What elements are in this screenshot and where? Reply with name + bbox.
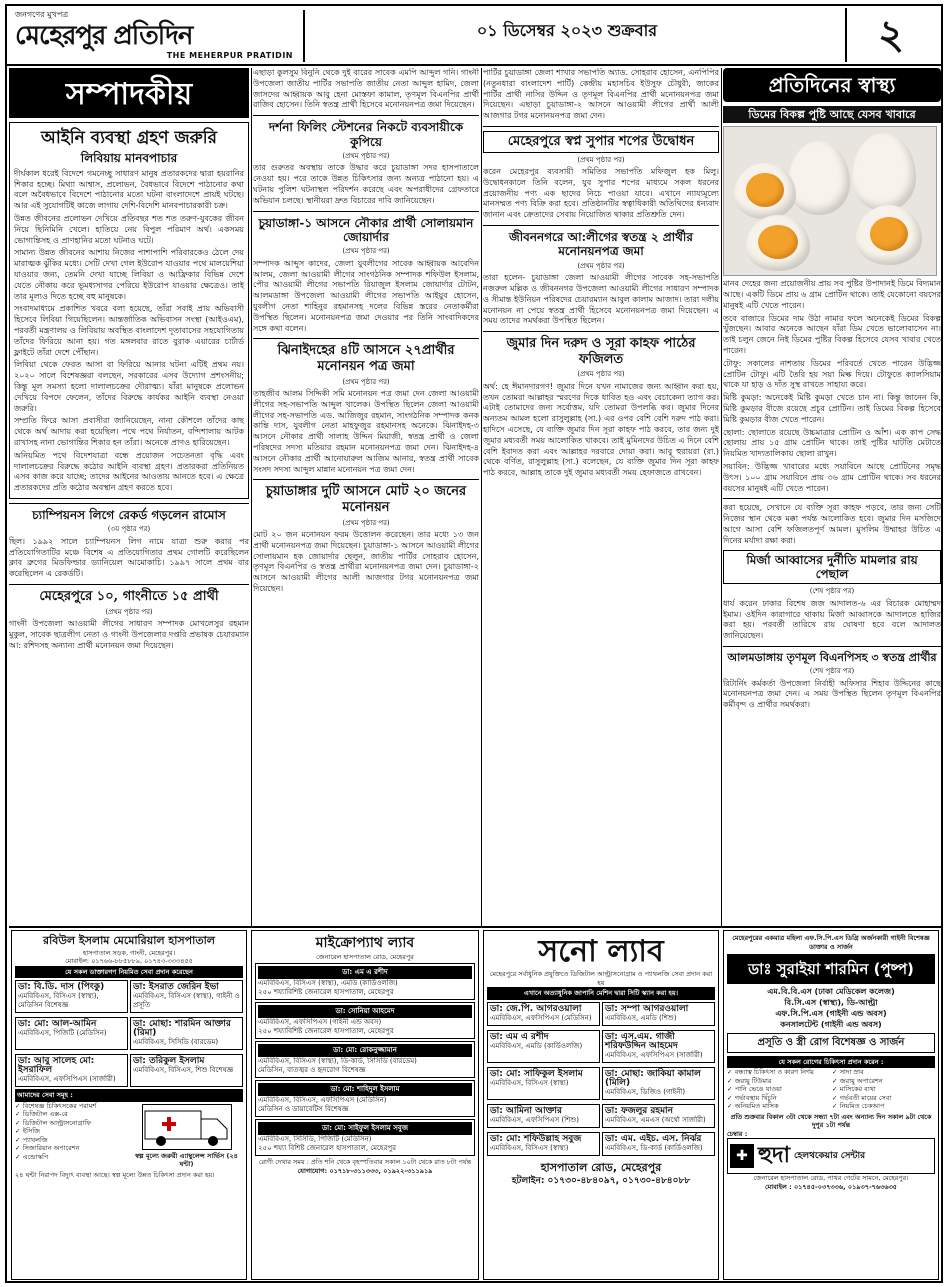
news-byline: (৩য় পৃষ্ঠার পর)	[107, 525, 151, 534]
column-divider	[251, 68, 252, 928]
doctor-card	[130, 1054, 243, 1087]
divider	[483, 331, 719, 332]
news-item	[9, 508, 249, 580]
news-headline: জীবননগরে আ:লীগের স্বতন্ত্র ২ প্রার্থীর মনোনয়নপত্র জমা	[509, 230, 693, 259]
doctor-name: ডাঃ সুরাইয়া শারমিন (পুষ্প)	[727, 954, 935, 984]
hospital-cross-icon: ✚	[730, 1144, 754, 1168]
health-paragraph: সয়াবিন: উদ্ভিজ্জ খাবারের মধ্যে সয়াবিনে আছে প্রোটিনের সমৃদ্ধ উৎস। ১০০ গ্রাম সয়াবিনে প্রায় ৩৬ গ্রাম প্রোটিন থাকে। সব ধরনের বয়সের মানুষই এটি খেতে পারেন।	[723, 461, 941, 493]
news-byline: (প্রথম পৃষ্ঠার পর)	[342, 518, 390, 527]
doctor-name: ডা: আবু সালেহ মো: ইসরাফিল	[18, 1056, 95, 1076]
doctor-name: ডা: মো: সাইফুল ইসলাম সবুজ	[258, 1122, 472, 1135]
news-text: মোট ২০ জন মনোনয়ন ফরম উত্তোলন করেছেন। তার মধ্যে ১৩ জন প্রার্থী মনোনয়নপত্র জমা দিয়েছেন। চুয়াডাঙ্গা-১ আসনে আওয়ামী লীগের সোলায়মান হক জোয়ার্দার ছেলুন, জাতীয় পার্টির সোহরাব হোসেন, তৃণমূল বিএনপির ও স্বতন্ত্র প্রার্থীরা মনোনয়নপত্র জমা দেন। চুয়াডাঙ্গা-২ আসনে আওয়ামী লীগের আলী আজগার টগর মনোনয়নপত্র জমা দিয়েছেন।	[253, 530, 479, 593]
news-byline: (প্রথম পৃষ্ঠার পর)	[342, 247, 390, 256]
chamber-label: চেম্বার :	[727, 1129, 748, 1138]
doctor-grid	[15, 1052, 243, 1089]
news-item	[9, 589, 249, 651]
doctor-workplace: মেডিসিন, বাতজ্বর ও হৃদরোগ বিশেষজ্ঞ	[258, 1066, 366, 1075]
ad-subtitle: জেনারেল হাসপাতাল রোড, মেহেরপুর	[316, 952, 414, 961]
services-area	[15, 1102, 243, 1169]
doctor-degree: এমবিবিএস, এফসিপিএস (সার্জারী)	[18, 1075, 116, 1084]
news-column-2	[253, 68, 479, 938]
doctor-degree: এমবিবিএস, এফসিপিএস (মেডিসিন)	[490, 1013, 592, 1022]
doctor-card	[15, 980, 128, 1013]
news-byline: (প্রথম পৃষ্ঠার পর)	[342, 151, 390, 160]
column-divider	[721, 68, 722, 928]
doctor-grid	[15, 1015, 243, 1052]
doctor-degree: বি.সি.এস (স্বাস্থ্য), ডি-আল্ট্রা	[784, 998, 878, 1008]
news-text: তারা হলেন- চুয়াডাঙ্গা জেলা আওয়ামী লীগের সাবেক সহ-সভাপতি নজরুল মল্লিক ও জীবননগর উপজেলা আওয়ামী লীগের সাধারণ সম্পাদক ও সীমান্ত ইউনিয়ন পরিষদের চেয়ারম্যান আবুল কালাম আজাদ। তারা দলীয় মনোনয়ন না পেয়ে স্বতন্ত্র প্রার্থী হিসেবে মনোনয়নপত্র জমা দিয়েছেন। এ সময় তাদের সমর্থকরা উপস্থিত ছিলেন।	[483, 273, 719, 326]
service-item: ✓ সিজারিয়ান অপারেশন	[15, 1144, 128, 1153]
service-item: ✓ গর্ভাবস্থায় খিঁচুনি	[727, 1094, 830, 1103]
ambulance-text: স্বল্প মূল্যে জরুরী এ্যাম্বুলেন্স সার্ভিস (২৪ ঘন্টা)	[135, 1151, 238, 1169]
brand-name: মেহেরপুর প্রতিদিন	[15, 20, 193, 51]
doctor-card	[255, 1041, 475, 1078]
doctor-degree: এমবিবিএস, বিসিএস (স্বাস্থ্য), এমডি (কার্ডিওলজি)	[258, 979, 398, 988]
doctor-name: ডা: মোছা: শারমিন আক্তার (রিমা)	[133, 1019, 231, 1039]
editorial-headline: আইনি ব্যবস্থা গ্রহণ জরুরি	[41, 128, 217, 148]
doctor-card	[602, 1030, 715, 1063]
doctor-card	[15, 1054, 128, 1087]
services-area	[727, 1068, 935, 1111]
doctor-degree: এম.বি.বি.এস (ঢাকা মেডিকেল কলেজ)	[767, 987, 895, 997]
masthead	[7, 6, 941, 66]
doctor-degree: এমবিবিএস, এফসিপিএস (শিশু)	[490, 1115, 580, 1124]
health-column	[723, 68, 941, 924]
brand-block	[15, 10, 305, 62]
editorial-paragraph: উন্নত জীবনের প্রলোভন দেখিয়ে প্রতিবছর শত শত তরুণ-যুবকের জীবন নিয়ে ছিনিমিনি খেলে। হাতিয়ে নেয় বিপুল পরিমাণ অর্থ। একসময় ভোগান্তিসহ ও প্রাণহানির মতো ঘটনাও ঘটে।	[14, 213, 244, 245]
service-item: ✓ এন্ডোস্কপি	[15, 1153, 128, 1162]
doctor-degree: এফ.সি.পি.এস (গাইনী এন্ড অবস)	[775, 1008, 887, 1018]
doctor-degree: এমবিবিএস, বিসিএস (স্বাস্থ্য), ডি-কার্ড, সিসিডি (বারডেম)	[258, 1057, 417, 1066]
ad-intro: মেহেরপুরের একমাত্র মহিলা এফ.সি.পি.এস ডিগ্রি অর্জনকারী গাইনী বিশেষজ্ঞ ডাক্তার ও সার্জন	[732, 934, 930, 951]
doctor-degree: কনসালটেন্ট (গাইনী এন্ড অবস)	[780, 1019, 882, 1029]
chamber-logo	[727, 1138, 935, 1174]
services-title: যে সকল রোগের চিকিৎসা প্রদান করেন :	[727, 1056, 935, 1069]
divider	[483, 225, 719, 226]
news-text: রিটার্নিং কর্মকর্তা উপজেলা নির্বাহী অফিসার শিহাব উদ্দিনের কাছে মনোনয়নপত্র জমা দেন। এ সময় উপস্থিত ছিলেন তৃণমূল বিএনপির কর্মীবৃন্দ ও প্রার্থীর সমর্থকরা।	[723, 678, 941, 710]
services-list	[15, 1102, 128, 1169]
doctor-workplace: মেডিসিন ও ডায়াবেটিস বিশেষজ্ঞ	[258, 1105, 349, 1114]
doctor-grid	[487, 1000, 715, 1028]
doctor-name: ডা: মোছা: জাকিয়া কামাল (মিলি)	[605, 1068, 701, 1088]
news-text: তাহজীব আলম সিদ্দিকী সমি মনোনয়ন পত্র জমা দেন জেলা আওয়ামী লীগের সহ-সভাপতি আব্দুল খালেক। উপস্থিত ছিলেন জেলা আওয়ামী লীগের সহ-সভাপতি এড. আজিজুর রহমান, সাংগঠনিক সম্পাদক কনক কান্তি দাস, যুবলীগ নেতা মাহফুজুর রহমানসহ অনেকে। ঝিনাইদহ-৩ আসনে নৌকার প্রার্থী সালাহ উদ্দিন মিয়াজী, স্বতন্ত্র প্রার্থী ও জেলা পরিষদের সদস্য মতিয়ার রহমান মনোনয়নপত্র জমা দেন। ঝিনাইদহ-৪ আসনে নৌকার প্রার্থী আনোয়ারুল আজিম আনার, স্বতন্ত্র প্রার্থী সাবেক সংসদ সদস্য আব্দুল মান্নান মনোনয়ন পত্র জমা দেন।	[253, 389, 479, 474]
service-item: ✓ অনিয়মিত মাসিক	[727, 1102, 830, 1111]
service-item: ✓ ইসিজি	[15, 1127, 128, 1136]
service-item: ✓ সাদা স্রাব	[832, 1068, 935, 1077]
service-item: ✓ প্যাথলজি	[15, 1136, 128, 1145]
news-byline: (প্রথম পৃষ্ঠার পর)	[577, 370, 625, 379]
doctor-name: ডা: মো: শাহিদুল ইসলাম	[258, 1083, 472, 1096]
doctor-name: ডা: সম্পা আগরওয়ালা	[605, 1003, 689, 1014]
doctor-name: ডা: এম. এইচ. এস. নির্ঝর	[605, 1133, 702, 1144]
doctor-degree: এমবিবিএস, এফসিপিএস (গাইনী এন্ড অবস)	[258, 1018, 382, 1027]
divider	[253, 479, 479, 480]
editorial-banner: সম্পাদকীয়	[9, 68, 249, 118]
chamber-subtitle: হেলথকেয়ার সেন্টার	[793, 1151, 866, 1162]
doctor-card	[15, 1017, 128, 1050]
editorial-subhead: লিবিয়ায় মানবপাচার	[80, 151, 178, 166]
health-banner: প্রতিদিনের স্বাস্থ্য	[723, 68, 941, 102]
doctor-degree: এমবিবিএস, বিসিএস, এফসিপিএস (মেডিসিন)	[258, 1096, 387, 1105]
divider	[253, 338, 479, 339]
ad-address: হাসপাতাল সড়ক, গাংনী, মেহেরপুর।	[82, 948, 176, 957]
news-headline: চুয়াডাঙ্গার দুটি আসনে মোট ২০ জনের মনোনয়ন	[265, 484, 467, 515]
health-headline: ডিমের বিকল্প পুষ্টি আছে যেসব খাবারে	[723, 106, 941, 123]
news-headline: জুমার দিন দরুদ ও সূরা কাহফ পাঠের ফজিলত	[506, 336, 696, 367]
divider	[9, 584, 249, 585]
doctor-degree: এমবিবিএস, বিসিএস (স্বাস্থ্য), গাইনী ও প্রসূতি	[133, 992, 240, 1010]
doctor-workplace: ২৫০ শয্যা বিশিষ্ট জেনারেল হাসপাতাল, মেহেরপুর	[258, 1144, 396, 1153]
doctor-name: ডা: মো: শফিউল্লাহ সবুজ	[490, 1133, 582, 1144]
doctor-degree: এমবিবিএস, ডিজিও (গাইনী)	[605, 1087, 686, 1096]
doctor-degree: এমবিবিএস, বিসিএস (স্বাস্থ্য)	[490, 1143, 569, 1152]
ad-rabiul-hospital	[11, 930, 247, 1280]
health-paragraph: টোফু: সকালের নাশতায় ডিমের পরিবর্তে খেতে পারেন উদ্ভিজ্জ প্রোটিন টোফু। এটি তৈরি হয় সয়া মিল্ক দিয়ে। টোফুতে ক্যালসিয়াম থাকে যা হাড় ও দাঁত সুস্থ রাখতে সাহায্য করে।	[723, 358, 941, 390]
doctor-degree: এমবিবিএস, পিজিটি (মেডিসিন)	[18, 1029, 107, 1038]
divider	[253, 115, 479, 116]
doctor-degree: এমবিবিএস, ডি-কার্ড (কার্ডিওলজি)	[605, 1143, 703, 1152]
egg-yolk	[758, 225, 798, 259]
doctor-grid	[487, 1102, 715, 1130]
specialty-banner: প্রসূতি ও স্ত্রী রোগ বিশেষজ্ঞ ও সার্জন	[727, 1033, 935, 1053]
doctor-grid	[487, 1130, 715, 1158]
dateline: ০১ ডিসেম্বর ২০২৩ শুক্রবার	[476, 21, 658, 40]
doctor-name: ডা: ফজলুর রহমান	[605, 1105, 674, 1116]
ad-phone: মোবাইল : ০১৭৪৫-০৩৭৩৩৬, ০১৯৩৭-৭৬৩৬৩৫	[764, 1182, 898, 1191]
ad-bar: এখানে অত্যাধুনিক জাপানি মেশিন দ্বারা সিটি স্ক্যান করা হয়।	[487, 987, 715, 1000]
service-item: ✓ ডিজিটাল আল্ট্রাসনোগ্রাফি	[15, 1119, 128, 1128]
news-headline: দর্শনা ফিলিং স্টেশনের নিকটে ব্যবসায়ীকে কুপিয়ে	[268, 120, 464, 149]
doctor-degree: এমবিবিএস, বিসিএস (স্বাস্থ্য), মেডিসিন বিশেষজ্ঞ	[18, 992, 99, 1010]
service-item: ✓ জরায়ু টিউমার	[727, 1077, 830, 1086]
news-text: ধার্য করেন ঢাকার বিশেষ জজ আদালত-৬ এর বিচারক মোহাম্মদ ইমাম। ওইদিন কারাগারে থাকায় মির্জা আব্বাসকে আদালতে হাজির করা হয়। পরবর্তী তারিখে রায় ঘোষণা হবে বলে আদালত জানিয়েছেন।	[723, 598, 941, 641]
doctor-card	[487, 1067, 600, 1100]
chamber-name: হুদা	[758, 1142, 790, 1169]
doctor-workplace: ২৫০ শয্যাবিশিষ্ট জেনারেল হাসপাতাল, মেহেরপুর	[258, 1027, 394, 1036]
doctor-card	[487, 1002, 600, 1026]
doctor-grid	[487, 1028, 715, 1065]
ad-micropath-lab	[251, 930, 479, 1280]
news-byline: (প্রথম পৃষ্ঠার পর)	[577, 261, 625, 270]
doctor-name: ডা: সোনিয়া আহমেদ	[258, 1005, 472, 1018]
ad-title: মাইক্রোপ্যাথ ল্যাব	[315, 935, 415, 951]
doctor-card	[255, 1080, 475, 1117]
doctor-card	[602, 1104, 715, 1128]
news-text: গাংনী উপজেলা আওয়ামী লীগের সাধারণ সম্পাদক মোখলেসুর রহমান মুকুল, সাবেক ছাত্রলীগ নেতা ও গাংনী উপজেলার দপ্তরি প্রভাষক চেয়ারম্যান আ: রশিদসহ অন্যান্য প্রার্থী মনোনয়ন জমা দিয়েছেন।	[9, 618, 249, 650]
doctor-name: ডা: বি.ডি. দাস (পিংকু)	[18, 982, 105, 993]
service-item: ✓ গর্ভবতী মায়ের সেবা	[832, 1094, 935, 1103]
doctor-name: ডা: ইসরাত জেরিন ইভা	[133, 982, 219, 993]
health-paragraph: তবে বাজারে ডিমের দাম উঠা নামার ফলে অনেকেই ডিমের বিকল্প খুঁজছেন। আবার অনেকে আছেন যাঁরা ডিম খেতে ভালোবাসেন না। তাই চলুন জেনে নিই ডিমের পুষ্টির বিকল্প হিসেবে যেসব খাবার খেতে পারেন।	[723, 313, 941, 355]
service-item: ✓ জরায়ু অপারেশন	[832, 1077, 935, 1086]
ad-sono-lab	[483, 930, 719, 1280]
ad-footer: রোগী দেখার সময় : প্রতি শনি থেকে বৃহস্পতিবার সকাল ১০টা থেকে রাত ৮টা পর্যন্ত	[258, 1158, 472, 1167]
health-paragraph: মিষ্টি কুমড়া: অনেকেই মিষ্টি কুমড়া খেতে চান না। কিন্তু জানেন কি, মিষ্টি কুমড়ার বীজে রয়েছে প্রচুর প্রোটিন। তাই ডিমের বিকল্প হিসেবে মিষ্টি কুমড়ার বীজ খেতে পারেন।	[723, 393, 941, 424]
news-text: করা হয়েছে, সেখানে যে ব্যক্তি সূরা কাহফ পড়বে, তার জন্য সেটি নিজের স্থান থেকে মক্কা পর্যন্ত আলোকিত হবে। জুমার দিন মসজিদে আগে আসা বেশি ফজিলতপূর্ণ আমল। মুসলিম উম্মাহর উচিত এ দিনের মর্যাদা রক্ষা করা।	[723, 503, 941, 545]
doctor-name: ডা: তরিকুল ইসলাম	[133, 1056, 205, 1067]
doctor-card	[487, 1104, 600, 1128]
news-text: এছাড়া কুলসুম বিনুনি থেকে দুই বারের সাবেক এমপি আব্দুল গনি। গাংনী উপজেলা জাতীয় পার্টির সভাপতি জাতীয় নেতা আব্দুল হামিদ, জেলা জাসদের আহ্বায়ক আবু হেনা মোস্তফা কামাল, তৃণমূল বিএনপির প্রার্থী রাজিব হোসেন। তিনি স্বতন্ত্র প্রার্থী হিসেবে মনোনয়নপত্র জমা দিয়েছেন।	[253, 68, 479, 110]
editorial-paragraph: অনিয়মিত পথে বিদেশযাত্রা বন্ধে প্রয়োজন সচেতনতা বৃদ্ধি এবং দালালচক্রের বিরুদ্ধে কঠোর আইনি ব্যবস্থা গ্রহণ। প্রতারকরা প্রতিনিয়ত এসব কাজ করে যাচ্ছে; তাদের আইনের আওতায় আনতে হবে। এ ক্ষেত্রে প্রতারকদের প্রতি কঠোর অবস্থান গ্রহণ করতে হবে।	[14, 450, 244, 493]
doctor-degree: এমবিবিএস, এমডি (শিশু)	[605, 1013, 677, 1022]
service-item: ✓ পানি ভেঙে যাওয়া	[727, 1085, 830, 1094]
news-byline: (শেষ পৃষ্ঠার পর)	[809, 667, 855, 676]
news-text: তার গুরুতর অবস্থায় তাকে উদ্ধার করে চুয়াডাঙ্গা সদর হাসপাতালে নেওয়া হয়। পরে তাকে উন্নত চিকিৎসার জন্য অন্যত্র পাঠানো হয়। এ ঘটনায় পুলিশ ঘটনাস্থল পরিদর্শন করেছে এবং অপরাধীদের গ্রেফতারে অভিযান চলছে। স্থানীয়রা দ্রুত বিচারের দাবি জানিয়েছেন।	[253, 163, 479, 205]
column-divider	[481, 68, 482, 928]
doctor-name: ডা: এস.এম. গাজী শরিফউদ্দিন আহমেদ	[605, 1031, 678, 1051]
editorial-paragraph: দীর্ঘকাল ধরেই বিদেশে গমনেচ্ছু সাধারণ মানুষ প্রতারকদের দ্বারা হয়রানির শিকার হচ্ছে। মিথ্যা আশ্বাস, প্রলোভন, বৈধভাবে বিদেশে পাঠানোর কথা বলে অবৈধভাবে বিদেশে পাঠানোর মতো ঘটনা বাংলাদেশে প্রায়ই ঘটছে। আর এই সুযোগটিই কাজে লাগায় দেশি-বিদেশি মানবপাচারকারী চক্র।	[14, 168, 244, 211]
ad-address: হাসপাতাল রোড, মেহেরপুর	[540, 1160, 662, 1174]
page-number: ২	[845, 8, 935, 62]
doctor-name: ডা: মো: সাফিকুল ইসলাম	[490, 1068, 583, 1079]
doctor-card	[487, 1132, 600, 1156]
doctor-grid	[15, 978, 243, 1015]
ad-title: রবিউল ইসলাম মেমোরিয়াল হাসপাতাল	[43, 934, 215, 947]
eggs-photo	[723, 126, 937, 276]
news-headline: চুয়াডাঙ্গা-১ আসনে নৌকার প্রার্থী সোলায়মান জোয়ার্দার	[258, 215, 474, 244]
news-headline: মেহেরপুরে স্বপ্ন সুপার শপের উদ্বোধন	[483, 131, 719, 153]
doctor-degree: এমবিবিএস, এফসিপিএস (সার্জারী)	[605, 1050, 703, 1059]
doctor-grid	[487, 1065, 715, 1102]
egg-whole	[788, 141, 850, 215]
doctor-name: ডা: আমিনা আক্তার	[490, 1105, 562, 1116]
doctor-card	[602, 1067, 715, 1100]
doctor-card	[255, 963, 475, 1000]
editorial-column	[9, 68, 249, 924]
editorial-paragraph: সংবাদমাধ্যমে প্রকাশিত খবরে বলা হয়েছে, তাঁরা সবাই প্রায় অভিবাসী হিসেবে লিবিয়া গিয়েছিলেন। আন্তর্জাতিক অভিবাসন সংস্থা (আইওএম), পরবর্তী মন্ত্রণালয় ও লিবিয়ায় অবস্থিত বাংলাদেশ দূতাবাসের সহযোগিতায় তাঁদের ফিরিয়ে আনা হয়। গত মঙ্গলবার রাতে বুরাক এয়ারের চার্টার্ড ফ্লাইটে তাঁরা দেশে পৌঁছান।	[14, 304, 244, 357]
ad-phone: মোবাইল: ০১৭৬৬-৮৮৫৮৮৯, ০১৭৪৩-৩৩৩৪৫৫	[65, 957, 193, 966]
news-column-3	[483, 68, 719, 938]
doctor-degree: এমবিবিএস, সিসিডি (বারডেম)	[133, 1038, 219, 1047]
news-byline: (শেষ পৃষ্ঠার পর)	[809, 587, 855, 596]
service-item: ✓ ডিজিটাল এক্স-রে	[15, 1110, 128, 1119]
newspaper-page	[5, 4, 943, 1283]
news-text: করেন মেহেরপুর ব্যবসায়ী সমিতির সভাপতি মফিজুল হক মিলু। উদ্বোধনকালে তিনি বলেন, যুব সুপার শপের মাধ্যমে সকল ধরনের প্রয়োজনীয় পণ্য এক ছাদের নিচে পাওয়া যাবে। এখানে ন্যায্যমূল্যে মানসম্মত পণ্য বিক্রি করা হবে। প্রতিষ্ঠানটির স্বত্বাধিকারী অতিথিদের ধন্যবাদ জানান এবং ক্রেতাদের সেবায় নিয়োজিত থাকার প্রতিশ্রুতি দেন।	[483, 167, 719, 220]
ad-tagline: মেহেরপুরে সর্বাধুনিক প্রযুক্তিতে ডিজিটাল আল্ট্রাসনোগ্রাম ও প্যাথলজি সেবা প্রদান করা হয়	[489, 970, 713, 987]
news-headline: মির্জা আব্বাসের দুর্নীতি মামলার রায় পেছাল	[723, 550, 941, 585]
ad-bar: যে সকল ডাক্তারগণ নিয়মিত সেবা প্রদান করেছেন	[15, 966, 243, 979]
ad-dr-suraiya	[723, 930, 939, 1280]
doctor-workplace: ২৫০ শয্যাবিশিষ্ট জেনারেল হাসপাতাল, মেহেরপুর	[258, 988, 394, 997]
news-headline: আলমডাঙ্গায় তৃণমূল বিএনপিসহ ৩ স্বতন্ত্র প্রার্থীর	[727, 650, 937, 664]
divider	[723, 498, 941, 499]
doctor-degree: এমবিবিএস, এমএস (অর্থো সার্জারী)	[605, 1115, 706, 1124]
doctor-name: ডা: এম এ রশীদ	[258, 966, 472, 979]
health-paragraph: ছোলা: ছোলাতে রয়েছে উচ্চমাত্রার প্রোটিন ও আঁশ। এক কাপ সেদ্ধ ছোলায় প্রায় ১৫ গ্রাম প্রোটিন থাকে। তাই পুষ্টির ঘাটতি মেটাতে নিয়মিত খাদ্যতালিকায় ছোলা রাখুন।	[723, 427, 941, 459]
editorial-paragraph: লিবিয়া থেকে ফেরত আসা বা ফিরিয়ে আনার ঘটনা এটিই প্রথম নয়। ২০২০ সালে বিশেষজ্ঞরা বলছেন, সরকারের এসব উদ্যোগ প্রশংসনীয়; কিন্তু মূল সমস্যা হলো দালালচক্রের দৌরাত্ম্য। যাঁরা মানুষকে প্রলোভন দেখিয়ে বিপদে ফেলেন, তাঁদের বিরুদ্ধে কার্যকর আইনি ব্যবস্থা নেওয়া জরুরি।	[14, 360, 244, 413]
doctor-degree: এমবিবিএস, এমডি (কার্ডিওলজি)	[490, 1041, 583, 1050]
service-item: ✓ বন্ধ্যাত্ব চিকিৎসা ও কারণ নির্ণয়	[727, 1068, 830, 1077]
divider	[9, 503, 249, 504]
doctor-card	[255, 1119, 475, 1156]
news-text: সম্পাদক আব্দুস কাদের, জেলা যুবলীগের সাবেক আহ্বায়ক আবেদিন আলম, জেলা আওয়ামী লীগের সাংগঠনিক সম্পাদক শফিউল ইসলাম, পৌর আওয়ামী লীগের সভাপতি রিয়াজুল ইসলাম জোয়ার্দার টোটন, আলমডাঙ্গা উপজেলা আওয়ামী লীগের সভাপতি আইয়ুব হোসেন, যুবলীগ নেতা শাহিনুর রহমানসহ দলের বিভিন্ন স্তরের নেতাকর্মীরা উপস্থিত ছিলেন। মনোনয়নপত্র জমা দেওয়ার পর তিনি সাংবাদিকদের সঙ্গে কথা বলেন।	[253, 258, 479, 333]
ambulance-icon	[142, 1104, 232, 1150]
news-text: অর্থ: হে ঈমানদারগণ! জুমার দিনে যখন নামাজের জন্য আহ্বান করা হয়, তখন তোমরা আল্লাহর স্মরণের দিকে ধাবিত হও এবং বেচাকেনা ত্যাগ কর। এটাই তোমাদের জন্য সর্বোত্তম, যদি তোমরা উপলব্ধি কর। জুমার দিনের অন্যতম আমল হলো রাসুলুল্লাহ (সা.) এর ওপর বেশি বেশি দরুদ পাঠ করা। হাদিসে এসেছে, যে ব্যক্তি জুমার দিন সূরা কাহফ পাঠ করবে, তার জন্য দুই জুমার মধ্যবর্তী সময় আলোকিত থাকবে। তাই মুমিনদের উচিত এ দিনে বেশি বেশি ইবাদত করা এবং আল্লাহর দরবারে দোয়া করা। আবু হুরায়রা (রা.) থেকে বর্ণিত, রাসুলুল্লাহ (সা.) বলেছেন, যে ব্যক্তি জুমার দিন সূরা কাহফ পাঠ করবে, আল্লাহ তাকে দুই জুমার মধ্যবর্তী সময় হেফাজতে রাখবেন।	[483, 381, 719, 478]
news-byline: (প্রথম পৃষ্ঠার পর)	[577, 155, 625, 164]
service-item: ✓ মাসিকের ব্যথা	[832, 1085, 935, 1094]
ads-strip	[9, 926, 941, 1282]
news-headline: চ্যাম্পিয়নস লিগে রেকর্ড গড়লেন রামোস	[32, 507, 226, 522]
ambulance-block	[130, 1102, 243, 1169]
editorial-box	[9, 122, 249, 499]
doctor-card	[602, 1132, 715, 1156]
ad-address: জেনারেল হাসপাতাল রোড, পাথর গেটের সামনে, মেহেরপুর।	[753, 1174, 909, 1183]
news-byline: (প্রথম পৃষ্ঠার পর)	[342, 377, 390, 386]
ad-schedule: প্রতি শুক্রবার বিকাল ৩টা থেকে সন্ধ্যা ৭টা এবং অন্যান্য দিন সকাল ৯টা থেকে দুপুর ১টা পর্যন্ত	[730, 1112, 932, 1130]
doctor-card	[487, 1030, 600, 1063]
news-byline: (প্রথম পৃষ্ঠার পর)	[105, 607, 153, 616]
services-list	[727, 1068, 830, 1111]
news-headline: মেহেরপুরে ১০, গাংনীতে ১৫ প্রার্থী	[39, 588, 219, 604]
ad-title: সনো ল্যাব	[538, 934, 664, 969]
news-text: পার্টির চুয়াডাঙ্গা জেলা শাখার সভাপতি অ্যাড. সোহরাব হোসেন, এনপিপির (নতুনধারা বাংলাদেশ পার্টি) কেন্দ্রীয় মহাসচিব ইউসুফ চৌধুরী, জাকের পার্টির প্রার্থী নাসির উদ্দিন ও তৃণমূল বিএনপির প্রার্থী মনোনয়নপত্র জমা দিয়েছেন। এছাড়া চুয়াডাঙ্গা-২ আসনে আওয়ামী লীগের প্রার্থী আলী আজগার টগর মনোনয়নপত্র জমা দেন।	[483, 68, 719, 121]
brand-english: THE MEHERPUR PRATIDIN	[166, 50, 293, 60]
doctor-name: ডা: এম এ রশীদ	[490, 1031, 549, 1042]
divider	[483, 126, 719, 127]
brand-kicker: জনগণের মুখপত্র	[15, 10, 69, 19]
news-text: ছিল। ১৯৯২ সালে চ্যাম্পিয়নস লিগ নামে যাত্রা শুরু করার পর প্রতিযোগিতাটির মঞ্চে বিশেষ এ প্রতিযোগিতার প্রথম গোলটি করেছিলেন ক্লাব ব্রুগের মিডফিল্ডার ড্যানিয়েল আমোকাচি। ১৯৯৭ সালে প্রথম বার করেছিলেন এ রেকর্ডটি।	[9, 536, 249, 579]
doctor-name: ডা: মো: আল-আমিন	[18, 1019, 97, 1030]
doctor-card	[130, 980, 243, 1013]
editorial-paragraph: সামান্য উন্নত জীবনের আশায় নিজের পাশাপাশি পরিবারকেও ঠেলে দেয় মারাত্মক ঝুঁকির মধ্যে। সেটি দেখা গেল ইউরোপ যাওয়ার পথে মালয়েশিয়া যাওয়ার জন্য, তেমনি দেখা যাচ্ছে লিবিয়া ও আফ্রিকার বিভিন্ন দেশে যেতে নৌকায় করে ভূমধ্যসাগর পেরিয়ে ইউরোপ যাওয়ার ক্ষেত্রেও। তাই তার মূল্যও দিতে হচ্ছে বহু মানুষকে।	[14, 248, 244, 301]
editorial-paragraph: সম্প্রতি ফিরে আসা প্রবাসীরা জানিয়েছেন, নানা কৌশলে তাঁদের কাছ থেকে অর্থ আদায় করা হয়েছিল। পথে পথে নির্যাতন, বন্দিশালায় আটক রাখাসহ নানা ভোগান্তির শিকার হন তাঁরা। অনেকে প্রাণও হারিয়েছেন।	[14, 416, 244, 447]
ad-phone: যোগাযোগ: ০১৭১৮-৩১১৩৩৩, ০১৯২২-৩১১৯১৯	[297, 1166, 433, 1175]
health-paragraph: মানব দেহের জন্য প্রয়োজনীয় প্রায় সব পুষ্টির উপাদানই ডিমে বিদ্যমান আছে। একটি ডিমে প্রায় ৬ গ্রাম প্রোটিন থাকে। তাই যেকোনো বয়সের মানুষই এটি খেতে পারেন।	[723, 279, 941, 310]
divider	[723, 646, 941, 647]
egg-yolk	[870, 217, 908, 251]
service-item: ✓ বিশেষজ্ঞ চিকিৎসকের পরামর্শ	[15, 1102, 128, 1111]
doctor-name: ডা: জে.পি. আগরওয়ালা	[490, 1003, 582, 1014]
service-item: ✓ নিয়মিত চেকআপ	[832, 1102, 935, 1111]
doctor-card	[602, 1002, 715, 1026]
doctor-name: ডা: মো: রোকনুজ্জামান	[258, 1044, 472, 1057]
doctor-degree: এমবিবিএস, সিসিডি, পিজিটি (মেডিসিন)	[258, 1135, 372, 1144]
ad-phone: হটলাইন: ০১৭৩০-৪৮৪০৯৭, ০১৭৩০-৪৮৪০৮৮	[511, 1176, 691, 1187]
doctor-card	[130, 1017, 243, 1050]
services-title: আমাদের সেবা সমূহ :	[15, 1089, 243, 1102]
news-headline: ঝিনাইদহের ৪টি আসনে ২৭প্রার্থীর মনোনয়ন পত্র জমা	[277, 343, 455, 374]
ad-footer: ২৪ ঘন্টা নিরাপদ বিদ্যুৎ ব্যবস্থা আছে। স্বল্প মূল্যে উন্নত চিকিৎসা প্রদান করা হয়।	[15, 1170, 215, 1179]
egg-yolk	[746, 173, 784, 207]
services-list	[832, 1068, 935, 1111]
doctor-degree: এমবিবিএস, বিসিএস, শিশু বিশেষজ্ঞ	[133, 1066, 234, 1075]
doctor-card	[255, 1002, 475, 1039]
divider	[253, 211, 479, 212]
doctor-degree: এমবিবিএস, বিসিএস (স্বাস্থ্য)	[490, 1078, 569, 1087]
egg-whole	[852, 133, 916, 211]
